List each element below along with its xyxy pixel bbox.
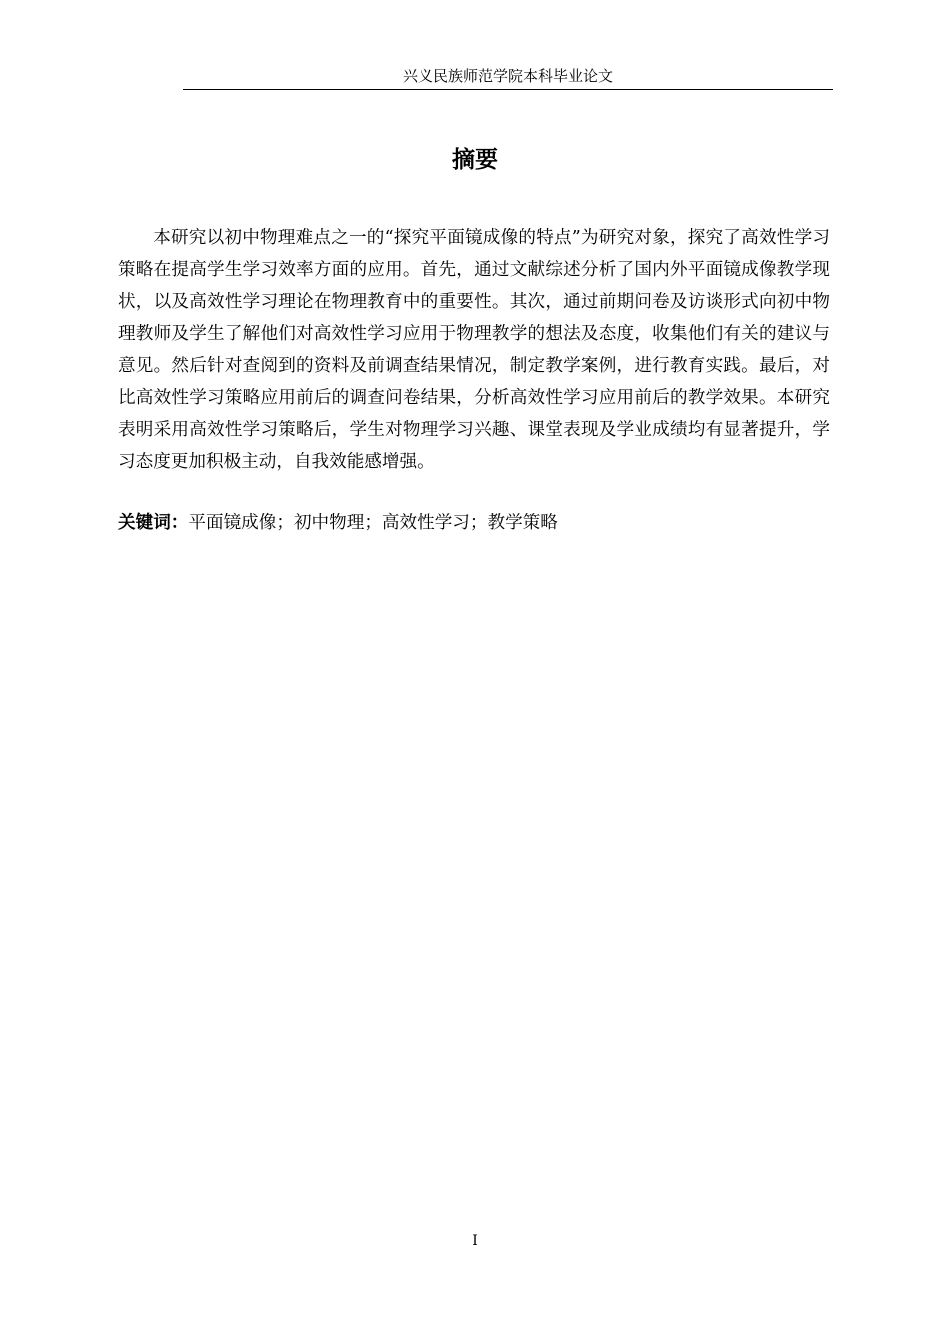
page-number: I: [472, 1233, 478, 1249]
keywords-text: 平面镜成像；初中物理；高效性学习；教学策略: [188, 513, 558, 533]
abstract-title: 摘要: [452, 147, 498, 173]
abstract-body: 本研究以初中物理难点之一的“探究平面镜成像的特点”为研究对象，探究了高效性学习策略在提高学生学习效率方面的应用。首先，通过文献综述分析了国内外平面镜成像教学现状，以及高效性学习理论在物理教育中的重要性。其次，通过前期问卷及访谈形式向初中物理教师及学生了解他们对高效性学习应用于物理教学的想法及态度，收集他们有关的建议与意见。然后针对查阅到的资料及前调查结果情况，制定教学案例，进行教育实践。最后，对比高效性学习策略应用前后的调查问卷结果，分析高效性学习应用前后的教学效果。本研究表明采用高效性学习策略后，学生对物理学习兴趣、课堂表现及学业成绩均有显著提升，学习态度更加积极主动，自我效能感增强。: [118, 228, 830, 472]
header-rule: [183, 89, 833, 90]
keywords-line: [118, 507, 830, 539]
keywords-label: 关键词：: [118, 513, 189, 533]
running-header: 兴义民族师范学院本科毕业论文: [402, 67, 613, 85]
